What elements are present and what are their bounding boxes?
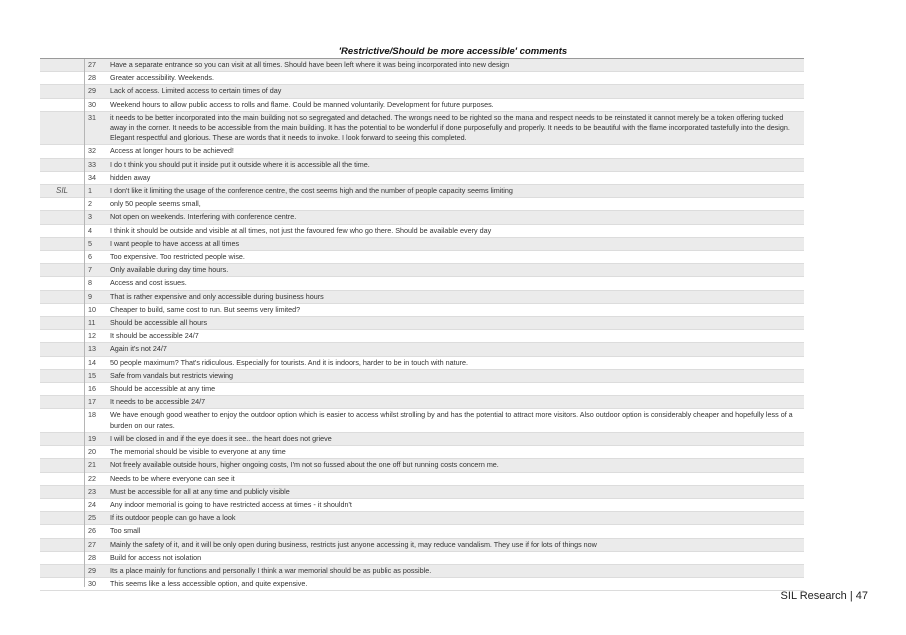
table-title: 'Restrictive/Should be more accessible' comments (338, 46, 568, 57)
table-row (40, 225, 804, 238)
group-label (40, 434, 84, 444)
row-number: 29 (88, 565, 96, 575)
group-label (40, 474, 84, 484)
row-number: 14 (88, 357, 96, 367)
group-label: SIL (55, 186, 68, 196)
table-row (40, 304, 804, 317)
comment-text: Any indoor memorial is going to have restricted access at times - it shouldn't (110, 499, 352, 509)
table-row (40, 291, 804, 304)
comment-text: I think it should be outside and visible at all times, not just the favoured few who go there. Should be available every day (110, 225, 492, 235)
comment-text: Only available during day time hours. (110, 265, 229, 275)
comment-text: Not open on weekends. Interfering with conference centre. (110, 212, 297, 222)
table-row (40, 211, 804, 224)
table-row (40, 198, 804, 211)
table-row (40, 112, 804, 146)
row-number: 28 (88, 552, 96, 562)
comment-text: Needs to be where everyone can see it (110, 473, 235, 483)
row-number: 23 (88, 486, 96, 496)
comment-text: Have a separate entrance so you can visit at all times. Should have been left where it was being incorporated into new design (110, 60, 510, 69)
group-label (40, 278, 84, 288)
row-number: 29 (88, 86, 96, 96)
comment-text: Cheaper to build, same cost to run. But seems very limited? (110, 304, 301, 314)
comment-text: it needs to be better incorporated into the main building not so segregated and detached. The wrongs need to be righted so the mana and respect needs to be reinstated it cannot merely be a token offering tucked away in the corner. It needs to be accessible from the main building. It has the potential to be wonderful if done purposefully and properly. It needs to be beautiful with the flame incorporated tastefully into the design. Elegant respectful and glorious. These are words that it needs to invoke. I look forward to seeing this completed. (110, 112, 790, 143)
comment-text: Greater accessibility. Weekends. (110, 73, 214, 83)
group-label (40, 526, 84, 536)
table-row (40, 145, 804, 158)
group-label (40, 199, 84, 209)
row-number: 30 (88, 579, 96, 589)
row-number: 27 (88, 539, 96, 549)
group-label (40, 113, 84, 144)
group-label (40, 173, 84, 183)
table-row (40, 172, 804, 185)
comment-text: Its a place mainly for functions and personally I think a war memorial should be as public as possible. (110, 565, 432, 575)
row-number: 19 (88, 433, 96, 443)
table-row (40, 370, 804, 383)
group-label (40, 100, 84, 110)
table-row (40, 159, 804, 172)
table-row (40, 343, 804, 356)
group-label (40, 160, 84, 170)
row-number: 7 (88, 265, 92, 275)
comment-text: Again it's not 24/7 (110, 344, 167, 354)
group-label (40, 146, 84, 156)
table-row (40, 317, 804, 330)
group-label (40, 513, 84, 523)
row-number: 24 (88, 499, 96, 509)
group-label (40, 566, 84, 576)
table-row (40, 185, 804, 198)
row-number: 16 (88, 384, 96, 394)
row-number: 3 (88, 212, 92, 222)
row-number: 11 (88, 318, 96, 328)
table-row (40, 277, 804, 290)
group-label (40, 60, 84, 70)
table-row (40, 512, 804, 525)
comment-text: only 50 people seems small, (110, 199, 201, 209)
group-label (40, 500, 84, 510)
comment-text: The memorial should be visible to everyone at any time (110, 447, 286, 457)
table-row (40, 552, 804, 565)
comment-text: I will be closed in and if the eye does it see.. the heart does not grieve (110, 433, 332, 443)
comment-text: It needs to be accessible 24/7 (110, 397, 206, 407)
table-row (40, 251, 804, 264)
comment-text: Weekend hours to allow public access to rolls and flame. Could be manned voluntarily. Development for future purposes. (110, 99, 494, 109)
table-row (40, 565, 804, 578)
comments-table (40, 59, 804, 591)
group-label (40, 487, 84, 497)
table-row (40, 238, 804, 251)
row-number: 18 (88, 410, 96, 420)
comment-text: Should be accessible all hours (110, 318, 208, 328)
row-number: 2 (88, 199, 92, 209)
row-number: 28 (88, 73, 96, 83)
group-label (40, 344, 84, 354)
comment-text: Lack of access. Limited access to certain times of day (110, 86, 282, 96)
row-number: 32 (88, 146, 96, 156)
row-number: 25 (88, 513, 96, 523)
row-number: 4 (88, 225, 92, 235)
comment-text: 50 people maximum? That's ridiculous. Especially for tourists. And it is indoors, harder to be in touch with nature. (110, 357, 468, 367)
group-label (40, 239, 84, 249)
comment-text: I want people to have access at all times (110, 238, 240, 248)
table-row (40, 85, 804, 98)
table-row (40, 357, 804, 370)
row-number: 6 (88, 252, 92, 262)
table-row (40, 539, 804, 552)
group-label (40, 331, 84, 341)
group-label (40, 384, 84, 394)
page-footer: SIL Research | 47 (780, 590, 868, 602)
group-label (40, 460, 84, 470)
group-label (40, 212, 84, 222)
table-row (40, 459, 804, 472)
table-row (40, 446, 804, 459)
table-row (40, 99, 804, 112)
comment-text: Should be accessible at any time (110, 384, 216, 394)
table-row (40, 578, 804, 591)
comment-text: Too small (110, 526, 141, 536)
table-row (40, 409, 804, 432)
table-row (40, 72, 804, 85)
comment-text: It should be accessible 24/7 (110, 331, 199, 341)
table-row (40, 486, 804, 499)
table-row (40, 499, 804, 512)
row-number: 27 (88, 60, 96, 69)
row-number: 10 (88, 304, 96, 314)
group-label (40, 305, 84, 315)
table-row (40, 525, 804, 538)
comment-text: Safe from vandals but restricts viewing (110, 370, 234, 380)
row-number: 33 (88, 159, 96, 169)
column-divider (84, 59, 85, 587)
group-label (40, 86, 84, 96)
group-label (40, 252, 84, 262)
row-number: 1 (88, 186, 92, 196)
comment-text: I don't like it limiting the usage of the conference centre, the cost seems high and the number of people capacity seems limiting (110, 186, 513, 196)
comment-text: hidden away (110, 172, 151, 182)
table-row (40, 383, 804, 396)
row-number: 21 (88, 460, 96, 470)
row-number: 34 (88, 172, 96, 182)
table-row (40, 396, 804, 409)
group-label (40, 292, 84, 302)
row-number: 9 (88, 291, 92, 301)
comment-text: Access at longer hours to be achieved! (110, 146, 234, 156)
group-label (40, 447, 84, 457)
row-number: 5 (88, 238, 92, 248)
table-row (40, 264, 804, 277)
row-number: 30 (88, 99, 96, 109)
table-row (40, 473, 804, 486)
comment-text: If its outdoor people can go have a look (110, 513, 236, 523)
table-row (40, 330, 804, 343)
row-number: 31 (88, 112, 96, 122)
comment-text: Build for access not isolation (110, 552, 202, 562)
group-label (40, 540, 84, 550)
comment-text: I do t think you should put it inside put it outside where it is accessible all the time. (110, 159, 370, 169)
comment-text: This seems like a less accessible option, and quite expensive. (110, 579, 308, 589)
table-row (40, 433, 804, 446)
row-number: 13 (88, 344, 96, 354)
group-label (40, 226, 84, 236)
row-number: 17 (88, 397, 96, 407)
group-label (40, 397, 84, 407)
comment-text: That is rather expensive and only accessible during business hours (110, 291, 324, 301)
group-label (40, 318, 84, 328)
group-label (40, 265, 84, 275)
comment-text: We have enough good weather to enjoy the outdoor option which is easier to access whilst strolling by and has the potential to attract more visitors. Also outdoor option is considerably cheaper and hopefully less of a burden on our rates. (110, 410, 793, 430)
row-number: 22 (88, 473, 96, 483)
group-label (40, 358, 84, 368)
comment-text: Not freely available outside hours, higher ongoing costs, I'm not so fussed about the one off but running costs concern me. (110, 460, 499, 470)
group-label (40, 73, 84, 83)
row-number: 20 (88, 447, 96, 457)
row-number: 12 (88, 331, 96, 341)
group-label (40, 371, 84, 381)
row-number: 15 (88, 370, 96, 380)
comment-text: Mainly the safety of it, and it will be only open during business, restricts just anyone accessing it, may reduce vandalism. They use if for lots of things now (110, 539, 597, 549)
table-row (40, 59, 804, 72)
row-number: 8 (88, 278, 92, 288)
row-number: 26 (88, 526, 96, 536)
comment-text: Must be accessible for all at any time and publicly visible (110, 486, 290, 496)
group-label (40, 410, 84, 430)
group-label (40, 553, 84, 563)
comment-text: Access and cost issues. (110, 278, 187, 288)
group-label (40, 579, 84, 589)
comment-text: Too expensive. Too restricted people wise. (110, 252, 245, 262)
